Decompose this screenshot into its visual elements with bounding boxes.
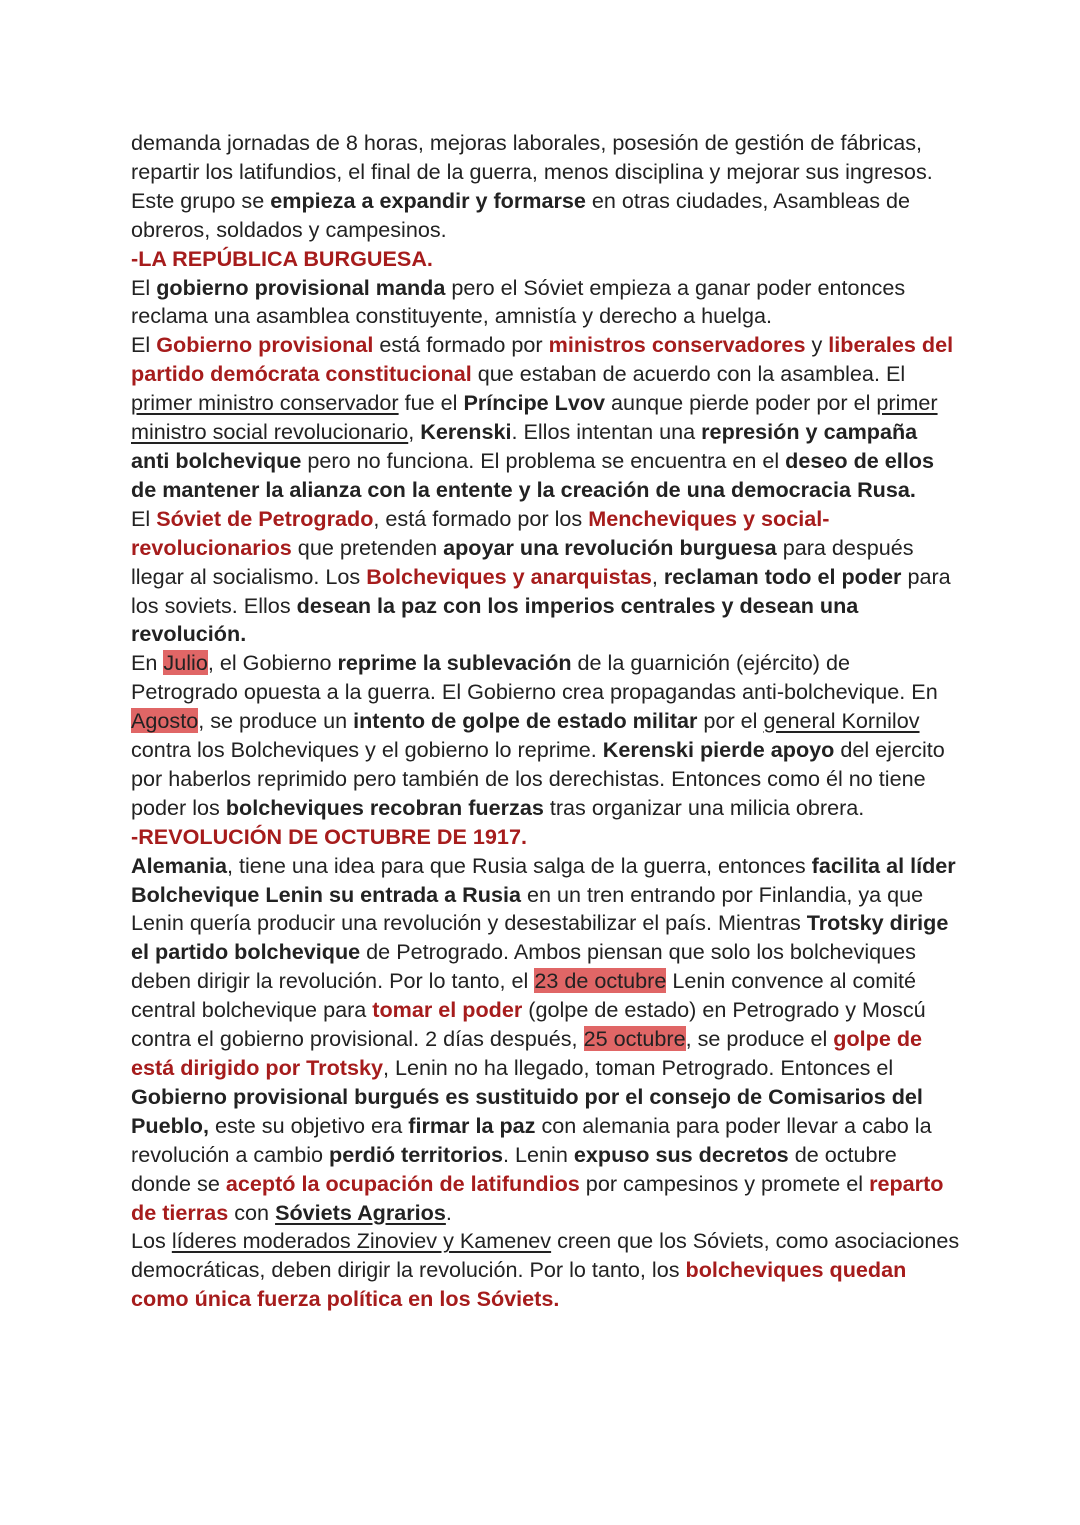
text-span: del ejercito por haberlos reprimido pero también de los derechistas. Entonces como él no tiene poder los xyxy=(131,737,945,820)
bold-span: perdió territorios xyxy=(329,1141,504,1167)
bold-span: Alemania xyxy=(131,852,228,878)
text-span: , Lenin no ha llegado, toman Petrogrado. Entonces el xyxy=(382,1055,894,1080)
text-span: que estaban de acuerdo con la asamblea. El xyxy=(471,361,906,387)
paragraph-zinoviev-kamenev xyxy=(131,1227,961,1314)
text-span: . xyxy=(445,1199,452,1225)
text-span: , tiene una idea para que Rusia salga de la guerra, entonces xyxy=(227,852,812,878)
section-heading-republica-burguesa: -LA REPÚBLICA BURGUESA. xyxy=(131,245,433,271)
text-span: pero no funciona. El problema se encuentra en el xyxy=(301,447,786,473)
text-span: fue el xyxy=(398,390,464,416)
text-span: , el Gobierno xyxy=(207,650,338,676)
red-span: golpe de está dirigido por Trotsky xyxy=(131,1026,923,1080)
bold-span: expuso sus decretos xyxy=(573,1141,789,1167)
red-span: Bolcheviques y anarquistas xyxy=(366,563,652,589)
bold-span: intento de golpe de estado militar xyxy=(353,708,698,734)
text-span: , se produce el xyxy=(685,1026,834,1052)
red-span: liberales del partido demócrata constitucional xyxy=(131,332,954,387)
text-span: que pretenden xyxy=(291,534,444,560)
text-span: (golpe de estado) en Petrogrado y Moscú contra el gobierno provisional. 2 días después, xyxy=(131,997,926,1052)
text-span: Lenin convence al comité central bolchevique para xyxy=(131,968,917,1023)
text-span: aunque pierde poder por el xyxy=(605,390,877,416)
text-span: está formado por xyxy=(373,332,549,358)
text-span: para después llegar al socialismo. Los xyxy=(131,534,914,589)
red-span: Gobierno provisional xyxy=(156,332,374,358)
text-span: en otras ciudades, Asambleas de obreros, soldados y campesinos. xyxy=(131,187,911,242)
text-span: . Ellos intentan una xyxy=(511,419,702,445)
red-span: Mencheviques y social-revolucionarios xyxy=(131,505,830,560)
red-span: bolcheviques quedan como única fuerza política en los Sóviets. xyxy=(131,1257,907,1312)
text-span: . Lenin xyxy=(503,1141,574,1167)
bold-span: Trotsky dirige el partido bolchevique xyxy=(131,910,949,965)
bold-span: facilita al líder Bolchevique Lenin su entrada a Rusia xyxy=(131,852,956,907)
text-span: El xyxy=(131,274,157,300)
text-span: con xyxy=(228,1199,276,1225)
underline-span: líderes moderados Zinoviev y Kamenev xyxy=(171,1228,552,1254)
text-span: de octubre donde se xyxy=(131,1141,897,1196)
bold-span: represión y campaña anti bolchevique xyxy=(131,419,918,473)
paragraph-julio-agosto xyxy=(131,649,961,822)
text-span: El xyxy=(131,332,157,358)
paragraph-gobierno-provisional-formacion xyxy=(131,331,961,504)
text-span: , se produce un xyxy=(198,708,354,734)
text-span: demanda jornadas de 8 horas, mejoras laborales, posesión de gestión de fábricas, repartir los latifundios, el final de la guerra, menos disciplina y mejorar sus ingresos. Este grupo se xyxy=(131,130,933,213)
bold-span: apoyar una revolución burguesa xyxy=(443,534,777,560)
bold-span: deseo de ellos de mantener la alianza con la entente y la creación de una democracia Rusa. xyxy=(131,447,934,502)
text-span: pero el Sóviet empieza a ganar poder entonces reclama una asamblea constituyente, amnistía y derecho a huelga. xyxy=(131,274,906,329)
text-span: tras organizar una milicia obrera. xyxy=(543,794,865,820)
text-span: contra los Bolcheviques y el gobierno lo reprime. xyxy=(131,737,603,763)
bold-span: empieza a expandir y formarse xyxy=(270,187,586,213)
bold-underline-span: Sóviets Agrarios xyxy=(275,1199,446,1225)
text-span: con alemania para poder llevar a cabo la revolución a cambio xyxy=(131,1112,932,1167)
paragraph-soviet-petrogrado xyxy=(131,505,961,650)
highlight-date: 25 octubre xyxy=(583,1026,686,1052)
text-span: , xyxy=(408,419,421,445)
bold-span: bolcheviques recobran fuerzas xyxy=(225,794,544,820)
highlight-date: Agosto xyxy=(131,708,199,734)
text-span: En xyxy=(131,650,164,676)
bold-span: gobierno provisional manda xyxy=(156,274,446,300)
text-span: por campesinos y promete el xyxy=(579,1170,870,1196)
bold-span: reprime la sublevación xyxy=(337,650,572,676)
text-span: este su objetivo era xyxy=(208,1112,409,1138)
underline-span: general Kornilov xyxy=(763,708,920,734)
text-span: Los xyxy=(131,1228,172,1254)
text-span: y xyxy=(805,332,829,358)
red-span: aceptó la ocupación de latifundios xyxy=(225,1170,580,1196)
text-span: creen que los Sóviets, como asociaciones democráticas, deben dirigir la revolución. Por lo tanto, los xyxy=(131,1228,960,1283)
bold-span: firmar la paz xyxy=(408,1112,536,1138)
text-span: en un tren entrando por Finlandia, ya que Lenin quería producir una revolución y desestabilizar el país. Mientras xyxy=(131,881,924,936)
red-span: reparto de tierras xyxy=(131,1170,944,1225)
underline-span: primer ministro conservador xyxy=(131,390,399,416)
document-body xyxy=(131,129,961,1314)
text-span: de Petrogrado. Ambos piensan que solo los bolcheviques deben dirigir la revolución. Por lo tanto, el xyxy=(131,939,916,994)
bold-span: Kerenski xyxy=(420,419,512,445)
bold-span: Kerenski pierde apoyo xyxy=(602,737,835,763)
paragraph-alemania-lenin xyxy=(131,852,961,1228)
red-span: tomar el poder xyxy=(372,997,523,1023)
text-span: , xyxy=(651,563,664,589)
text-span: para los soviets. Ellos xyxy=(131,563,951,618)
bold-span: reclaman todo el poder xyxy=(663,563,902,589)
red-span: ministros conservadores xyxy=(548,332,806,358)
highlight-date: 23 de octubre xyxy=(534,968,667,994)
bold-span: Gobierno provisional burgués es sustituido por el consejo de Comisarios del Pueblo, xyxy=(131,1083,923,1138)
underline-span: primer ministro social revolucionario xyxy=(131,390,938,445)
text-span: por el xyxy=(697,708,764,734)
red-span: Sóviet de Petrogrado xyxy=(156,505,374,531)
bold-span: desean la paz con los imperios centrales y desean una revolución. xyxy=(131,592,859,647)
section-heading-revolucion-octubre: -REVOLUCIÓN DE OCTUBRE DE 1917. xyxy=(131,823,527,849)
paragraph-gobierno-provisional-manda xyxy=(131,274,961,332)
highlight-date: Julio xyxy=(163,650,208,676)
text-span: , está formado por los xyxy=(373,505,589,531)
bold-span: Príncipe Lvov xyxy=(463,390,606,416)
paragraph-soviet-demands xyxy=(131,129,961,245)
text-span: de la guarnición (ejército) de Petrogrado opuesta a la guerra. El Gobierno crea propagandas anti-bolchevique. En xyxy=(131,650,938,705)
text-span: El xyxy=(131,505,157,531)
